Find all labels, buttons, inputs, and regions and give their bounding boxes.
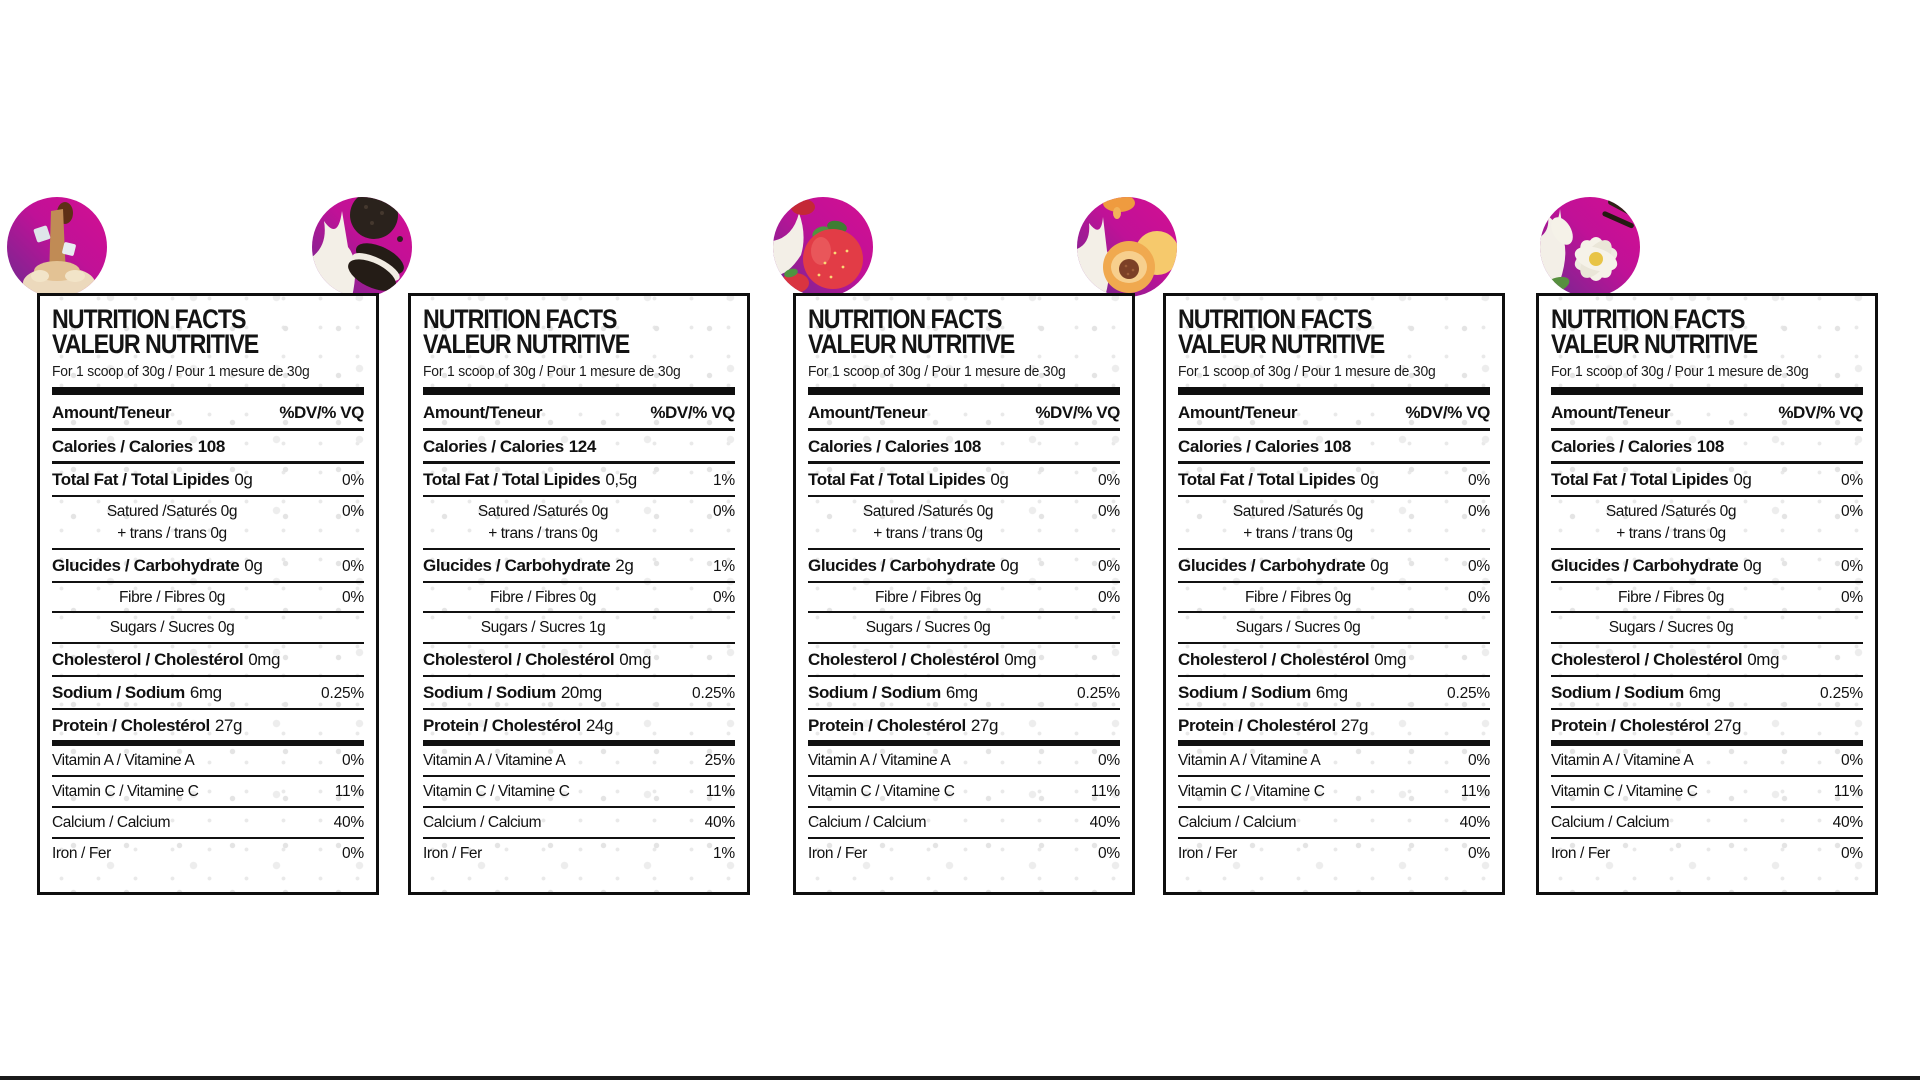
- row-fibre: [808, 583, 1120, 614]
- row-calcium: [52, 808, 364, 839]
- carbs-label: Glucides / Carbohydrate: [423, 555, 611, 575]
- calories-label: Calories / Calories: [423, 436, 564, 456]
- protein-label: Protein / Cholestérol: [808, 715, 966, 735]
- row-sugars: [1178, 613, 1490, 644]
- vitamin-c-dv: 11%: [334, 782, 364, 800]
- calcium-label: Calcium / Calcium: [1551, 813, 1670, 831]
- row-carbohydrate: [423, 550, 735, 583]
- nutrition-label-box: [37, 293, 379, 895]
- vitamin-a-dv: 25%: [704, 752, 735, 770]
- row-iron: [808, 839, 1120, 868]
- row-calories: [52, 431, 364, 465]
- vitamin-c-label: Vitamin C / Vitamine C: [423, 782, 570, 800]
- calcium-dv: 40%: [704, 813, 735, 831]
- row-vitamin-a: [1551, 746, 1863, 777]
- row-cholesterol: [423, 644, 735, 677]
- trans-line: + trans / trans 0g: [488, 524, 598, 542]
- vanilla-photo-icon: [1540, 197, 1640, 297]
- row-fibre: [1178, 583, 1490, 614]
- peach-art-icon: [1077, 197, 1177, 297]
- peach-photo-icon: [1077, 197, 1177, 297]
- dv-column-header: %DV/% VQ: [650, 403, 735, 423]
- amount-column-header: Amount/Teneur: [423, 403, 543, 423]
- carbs-dv: 0%: [1467, 557, 1490, 575]
- sodium-label: Sodium / Sodium: [808, 682, 941, 702]
- sodium-dv: 0.25%: [1447, 684, 1490, 702]
- iron-dv: 0%: [1840, 844, 1863, 862]
- row-vitamin-a: [1178, 746, 1490, 777]
- cholesterol-label: Cholesterol / Cholestérol: [1551, 650, 1743, 670]
- cholesterol-value: 0mg: [1004, 650, 1037, 670]
- vitamin-c-dv: 11%: [1090, 782, 1120, 800]
- thick-divider: [1178, 387, 1490, 395]
- cholesterol-label: Cholesterol / Cholestérol: [423, 650, 615, 670]
- fibre-dv: 0%: [712, 588, 735, 606]
- amount-column-header: Amount/Teneur: [808, 403, 928, 423]
- fat-dv: 0%: [1467, 472, 1490, 490]
- calcium-dv: 40%: [1459, 813, 1490, 831]
- calcium-dv: 40%: [1089, 813, 1120, 831]
- fibre-line: Fibre / Fibres 0g: [1617, 588, 1725, 606]
- calcium-dv: 40%: [333, 813, 364, 831]
- calcium-label: Calcium / Calcium: [423, 813, 542, 831]
- column-headers: [1178, 395, 1490, 431]
- row-sugars: [1551, 613, 1863, 644]
- saturated-dv: 0%: [1467, 503, 1490, 521]
- nutrition-label-box: [408, 293, 750, 895]
- fibre-dv: 0%: [341, 588, 364, 606]
- row-protein: [1178, 710, 1490, 747]
- row-carbohydrate: [52, 550, 364, 583]
- vitamin-c-dv: 11%: [1460, 782, 1490, 800]
- label-title-en: NUTRITION FACTS: [1178, 304, 1372, 334]
- iron-dv: 0%: [1097, 844, 1120, 862]
- carbs-label: Glucides / Carbohydrate: [52, 555, 240, 575]
- dv-column-header: %DV/% VQ: [1035, 403, 1120, 423]
- row-calcium: [423, 808, 735, 839]
- amount-column-header: Amount/Teneur: [52, 403, 172, 423]
- calories-value: 108: [197, 436, 225, 456]
- label-title: [808, 304, 1076, 360]
- row-fibre: [52, 583, 364, 614]
- cholesterol-label: Cholesterol / Cholestérol: [808, 650, 1000, 670]
- serving-size: For 1 scoop of 30g / Pour 1 mesure de 30g: [423, 364, 681, 381]
- saturated-line: Satured /Saturés 0g: [106, 503, 238, 521]
- row-saturated-trans: [1551, 497, 1863, 550]
- vanilla-art-icon: [1540, 197, 1640, 297]
- saturated-line: Satured /Saturés 0g: [862, 503, 994, 521]
- carbs-dv: 0%: [341, 557, 364, 575]
- trans-line: + trans / trans 0g: [1616, 524, 1726, 542]
- calories-value: 108: [953, 436, 981, 456]
- carbs-value: 0g: [244, 555, 263, 575]
- protein-label: Protein / Cholestérol: [1178, 715, 1336, 735]
- serving-size: For 1 scoop of 30g / Pour 1 mesure de 30g: [808, 364, 1066, 381]
- serving-size: For 1 scoop of 30g / Pour 1 mesure de 30g: [52, 364, 310, 381]
- fat-label: Total Fat / Total Lipides: [1551, 470, 1729, 490]
- row-protein: [423, 710, 735, 747]
- sugars-line: Sugars / Sucres 0g: [1608, 619, 1734, 637]
- carbs-label: Glucides / Carbohydrate: [1551, 555, 1739, 575]
- sugars-line: Sugars / Sucres 0g: [865, 619, 991, 637]
- row-sodium: [423, 677, 735, 710]
- protein-value: 27g: [1340, 715, 1369, 735]
- sodium-value: 6mg: [189, 682, 222, 702]
- sodium-value: 20mg: [560, 682, 602, 702]
- nutrition-label-cookies-and-cream: [408, 293, 750, 895]
- fat-label: Total Fat / Total Lipides: [1178, 470, 1356, 490]
- row-total-fat: [423, 464, 735, 497]
- carbs-label: Glucides / Carbohydrate: [808, 555, 996, 575]
- label-title: [423, 304, 691, 360]
- row-total-fat: [808, 464, 1120, 497]
- fat-label: Total Fat / Total Lipides: [423, 470, 601, 490]
- protein-value: 27g: [214, 715, 243, 735]
- sugars-line: Sugars / Sucres 0g: [1235, 619, 1361, 637]
- cholesterol-value: 0mg: [1747, 650, 1780, 670]
- calories-value: 124: [568, 436, 596, 456]
- nutrition-label-vanilla: [1536, 293, 1878, 895]
- vitamin-a-label: Vitamin A / Vitamine A: [423, 752, 566, 770]
- label-title-en: NUTRITION FACTS: [1551, 304, 1745, 334]
- label-title: [1178, 304, 1446, 360]
- sodium-dv: 0.25%: [1077, 684, 1120, 702]
- trans-line: + trans / trans 0g: [117, 524, 227, 542]
- calories-label: Calories / Calories: [1178, 436, 1319, 456]
- protein-value: 24g: [585, 715, 614, 735]
- row-protein: [1551, 710, 1863, 747]
- calories-label: Calories / Calories: [52, 436, 193, 456]
- row-calories: [1178, 431, 1490, 465]
- row-vitamin-a: [52, 746, 364, 777]
- column-headers: [1551, 395, 1863, 431]
- label-title-fr: VALEUR NUTRITIVE: [1178, 329, 1385, 360]
- calcium-dv: 40%: [1832, 813, 1863, 831]
- carbs-value: 0g: [1743, 555, 1762, 575]
- row-saturated-trans: [52, 497, 364, 550]
- row-iron: [1178, 839, 1490, 868]
- iron-label: Iron / Fer: [1551, 844, 1610, 862]
- amount-column-header: Amount/Teneur: [1551, 403, 1671, 423]
- saturated-dv: 0%: [712, 503, 735, 521]
- fat-value: 0g: [1733, 470, 1752, 490]
- sugars-line: Sugars / Sucres 0g: [109, 619, 235, 637]
- row-saturated-trans: [808, 497, 1120, 550]
- row-vitamin-c: [1551, 777, 1863, 808]
- thick-divider: [1551, 387, 1863, 395]
- saturated-dv: 0%: [1097, 503, 1120, 521]
- row-fibre: [423, 583, 735, 614]
- row-sodium: [808, 677, 1120, 710]
- fibre-dv: 0%: [1840, 588, 1863, 606]
- carbs-dv: 0%: [1840, 557, 1863, 575]
- vitamin-c-label: Vitamin C / Vitamine C: [52, 782, 199, 800]
- fibre-line: Fibre / Fibres 0g: [874, 588, 982, 606]
- row-vitamin-c: [52, 777, 364, 808]
- vitamin-a-label: Vitamin A / Vitamine A: [52, 752, 195, 770]
- row-cholesterol: [1178, 644, 1490, 677]
- trans-line: + trans / trans 0g: [1243, 524, 1353, 542]
- protein-value: 27g: [1713, 715, 1742, 735]
- row-total-fat: [52, 464, 364, 497]
- vitamin-a-label: Vitamin A / Vitamine A: [1178, 752, 1321, 770]
- column-headers: [423, 395, 735, 431]
- fat-dv: 0%: [1840, 472, 1863, 490]
- fat-value: 0,5g: [605, 470, 637, 490]
- nutrition-label-peach: [1163, 293, 1505, 895]
- row-cholesterol: [808, 644, 1120, 677]
- calories-label: Calories / Calories: [808, 436, 949, 456]
- iron-label: Iron / Fer: [808, 844, 867, 862]
- carbs-value: 2g: [615, 555, 634, 575]
- cholesterol-label: Cholesterol / Cholestérol: [1178, 650, 1370, 670]
- calories-value: 108: [1323, 436, 1351, 456]
- thick-divider: [808, 387, 1120, 395]
- iron-label: Iron / Fer: [52, 844, 111, 862]
- nutrition-label-caramel-shake: [37, 293, 379, 895]
- saturated-line: Satured /Saturés 0g: [477, 503, 609, 521]
- cholesterol-label: Cholesterol / Cholestérol: [52, 650, 244, 670]
- row-calories: [808, 431, 1120, 465]
- nutrition-label-box: [1163, 293, 1505, 895]
- strawberry-photo-icon: [773, 197, 873, 297]
- carbs-dv: 1%: [712, 557, 735, 575]
- row-saturated-trans: [423, 497, 735, 550]
- row-sugars: [423, 613, 735, 644]
- dv-column-header: %DV/% VQ: [1405, 403, 1490, 423]
- iron-label: Iron / Fer: [1178, 844, 1237, 862]
- row-cholesterol: [1551, 644, 1863, 677]
- nutrition-label-box: [793, 293, 1135, 895]
- calcium-label: Calcium / Calcium: [52, 813, 171, 831]
- amount-column-header: Amount/Teneur: [1178, 403, 1298, 423]
- row-iron: [423, 839, 735, 868]
- vitamin-a-dv: 0%: [341, 752, 364, 770]
- cookies-and-cream-photo-icon: [312, 197, 412, 297]
- saturated-dv: 0%: [341, 503, 364, 521]
- row-carbohydrate: [1551, 550, 1863, 583]
- vitamin-c-dv: 11%: [1833, 782, 1863, 800]
- row-sodium: [52, 677, 364, 710]
- iron-label: Iron / Fer: [423, 844, 482, 862]
- row-sugars: [52, 613, 364, 644]
- label-title-fr: VALEUR NUTRITIVE: [52, 329, 259, 360]
- label-title: [52, 304, 320, 360]
- iron-dv: 0%: [341, 844, 364, 862]
- sodium-label: Sodium / Sodium: [1178, 682, 1311, 702]
- vitamin-a-dv: 0%: [1097, 752, 1120, 770]
- caramel-shake-art-icon: [7, 197, 107, 297]
- row-fibre: [1551, 583, 1863, 614]
- protein-value: 27g: [970, 715, 999, 735]
- row-vitamin-c: [1178, 777, 1490, 808]
- vitamin-a-dv: 0%: [1467, 752, 1490, 770]
- sodium-value: 6mg: [1315, 682, 1348, 702]
- vitamin-c-label: Vitamin C / Vitamine C: [1178, 782, 1325, 800]
- dv-column-header: %DV/% VQ: [279, 403, 364, 423]
- row-vitamin-c: [808, 777, 1120, 808]
- sodium-value: 6mg: [1688, 682, 1721, 702]
- protein-label: Protein / Cholestérol: [52, 715, 210, 735]
- sodium-dv: 0.25%: [1820, 684, 1863, 702]
- iron-dv: 1%: [712, 844, 735, 862]
- cholesterol-value: 0mg: [619, 650, 652, 670]
- row-calcium: [1178, 808, 1490, 839]
- vitamin-a-label: Vitamin A / Vitamine A: [808, 752, 951, 770]
- nutrition-label-strawberry: [793, 293, 1135, 895]
- row-saturated-trans: [1178, 497, 1490, 550]
- row-protein: [52, 710, 364, 747]
- thick-divider: [423, 387, 735, 395]
- calories-label: Calories / Calories: [1551, 436, 1692, 456]
- row-calories: [1551, 431, 1863, 465]
- row-protein: [808, 710, 1120, 747]
- fat-dv: 0%: [1097, 472, 1120, 490]
- fat-value: 0g: [1360, 470, 1379, 490]
- row-calories: [423, 431, 735, 465]
- carbs-label: Glucides / Carbohydrate: [1178, 555, 1366, 575]
- row-calcium: [1551, 808, 1863, 839]
- trans-line: + trans / trans 0g: [873, 524, 983, 542]
- row-carbohydrate: [808, 550, 1120, 583]
- fibre-line: Fibre / Fibres 0g: [1244, 588, 1352, 606]
- serving-size: For 1 scoop of 30g / Pour 1 mesure de 30g: [1551, 364, 1809, 381]
- carbs-value: 0g: [1000, 555, 1019, 575]
- protein-label: Protein / Cholestérol: [1551, 715, 1709, 735]
- row-sugars: [808, 613, 1120, 644]
- calories-value: 108: [1696, 436, 1724, 456]
- saturated-dv: 0%: [1840, 503, 1863, 521]
- row-vitamin-a: [423, 746, 735, 777]
- fat-label: Total Fat / Total Lipides: [808, 470, 986, 490]
- column-headers: [808, 395, 1120, 431]
- label-title-en: NUTRITION FACTS: [423, 304, 617, 334]
- dv-column-header: %DV/% VQ: [1778, 403, 1863, 423]
- cholesterol-value: 0mg: [248, 650, 281, 670]
- saturated-line: Satured /Saturés 0g: [1232, 503, 1364, 521]
- label-title-en: NUTRITION FACTS: [808, 304, 1002, 334]
- row-iron: [1551, 839, 1863, 868]
- thick-divider: [52, 387, 364, 395]
- vitamin-a-label: Vitamin A / Vitamine A: [1551, 752, 1694, 770]
- sodium-dv: 0.25%: [321, 684, 364, 702]
- fat-dv: 1%: [712, 472, 735, 490]
- row-sodium: [1178, 677, 1490, 710]
- fat-dv: 0%: [341, 472, 364, 490]
- saturated-line: Satured /Saturés 0g: [1605, 503, 1737, 521]
- label-title-en: NUTRITION FACTS: [52, 304, 246, 334]
- label-title-fr: VALEUR NUTRITIVE: [1551, 329, 1758, 360]
- label-title: [1551, 304, 1819, 360]
- fat-value: 0g: [234, 470, 253, 490]
- vitamin-c-label: Vitamin C / Vitamine C: [808, 782, 955, 800]
- fibre-line: Fibre / Fibres 0g: [489, 588, 597, 606]
- bottom-edge-line: [0, 1076, 1920, 1080]
- vitamin-a-dv: 0%: [1840, 752, 1863, 770]
- calcium-label: Calcium / Calcium: [1178, 813, 1297, 831]
- fat-value: 0g: [990, 470, 1009, 490]
- protein-label: Protein / Cholestérol: [423, 715, 581, 735]
- label-title-fr: VALEUR NUTRITIVE: [423, 329, 630, 360]
- strawberry-art-icon: [773, 197, 873, 297]
- fibre-dv: 0%: [1467, 588, 1490, 606]
- row-total-fat: [1551, 464, 1863, 497]
- vitamin-c-dv: 11%: [705, 782, 735, 800]
- carbs-value: 0g: [1370, 555, 1389, 575]
- nutrition-label-box: [1536, 293, 1878, 895]
- row-calcium: [808, 808, 1120, 839]
- vitamin-c-label: Vitamin C / Vitamine C: [1551, 782, 1698, 800]
- fat-label: Total Fat / Total Lipides: [52, 470, 230, 490]
- row-sodium: [1551, 677, 1863, 710]
- fibre-line: Fibre / Fibres 0g: [118, 588, 226, 606]
- carbs-dv: 0%: [1097, 557, 1120, 575]
- row-vitamin-a: [808, 746, 1120, 777]
- sodium-label: Sodium / Sodium: [423, 682, 556, 702]
- sodium-label: Sodium / Sodium: [1551, 682, 1684, 702]
- column-headers: [52, 395, 364, 431]
- sugars-line: Sugars / Sucres 1g: [480, 619, 606, 637]
- sodium-label: Sodium / Sodium: [52, 682, 185, 702]
- fibre-dv: 0%: [1097, 588, 1120, 606]
- caramel-shake-photo-icon: [7, 197, 107, 297]
- sodium-value: 6mg: [945, 682, 978, 702]
- row-carbohydrate: [1178, 550, 1490, 583]
- row-vitamin-c: [423, 777, 735, 808]
- cholesterol-value: 0mg: [1374, 650, 1407, 670]
- calcium-label: Calcium / Calcium: [808, 813, 927, 831]
- cookies-and-cream-art-icon: [312, 197, 412, 297]
- row-total-fat: [1178, 464, 1490, 497]
- row-iron: [52, 839, 364, 868]
- row-cholesterol: [52, 644, 364, 677]
- label-title-fr: VALEUR NUTRITIVE: [808, 329, 1015, 360]
- sodium-dv: 0.25%: [692, 684, 735, 702]
- iron-dv: 0%: [1467, 844, 1490, 862]
- serving-size: For 1 scoop of 30g / Pour 1 mesure de 30g: [1178, 364, 1436, 381]
